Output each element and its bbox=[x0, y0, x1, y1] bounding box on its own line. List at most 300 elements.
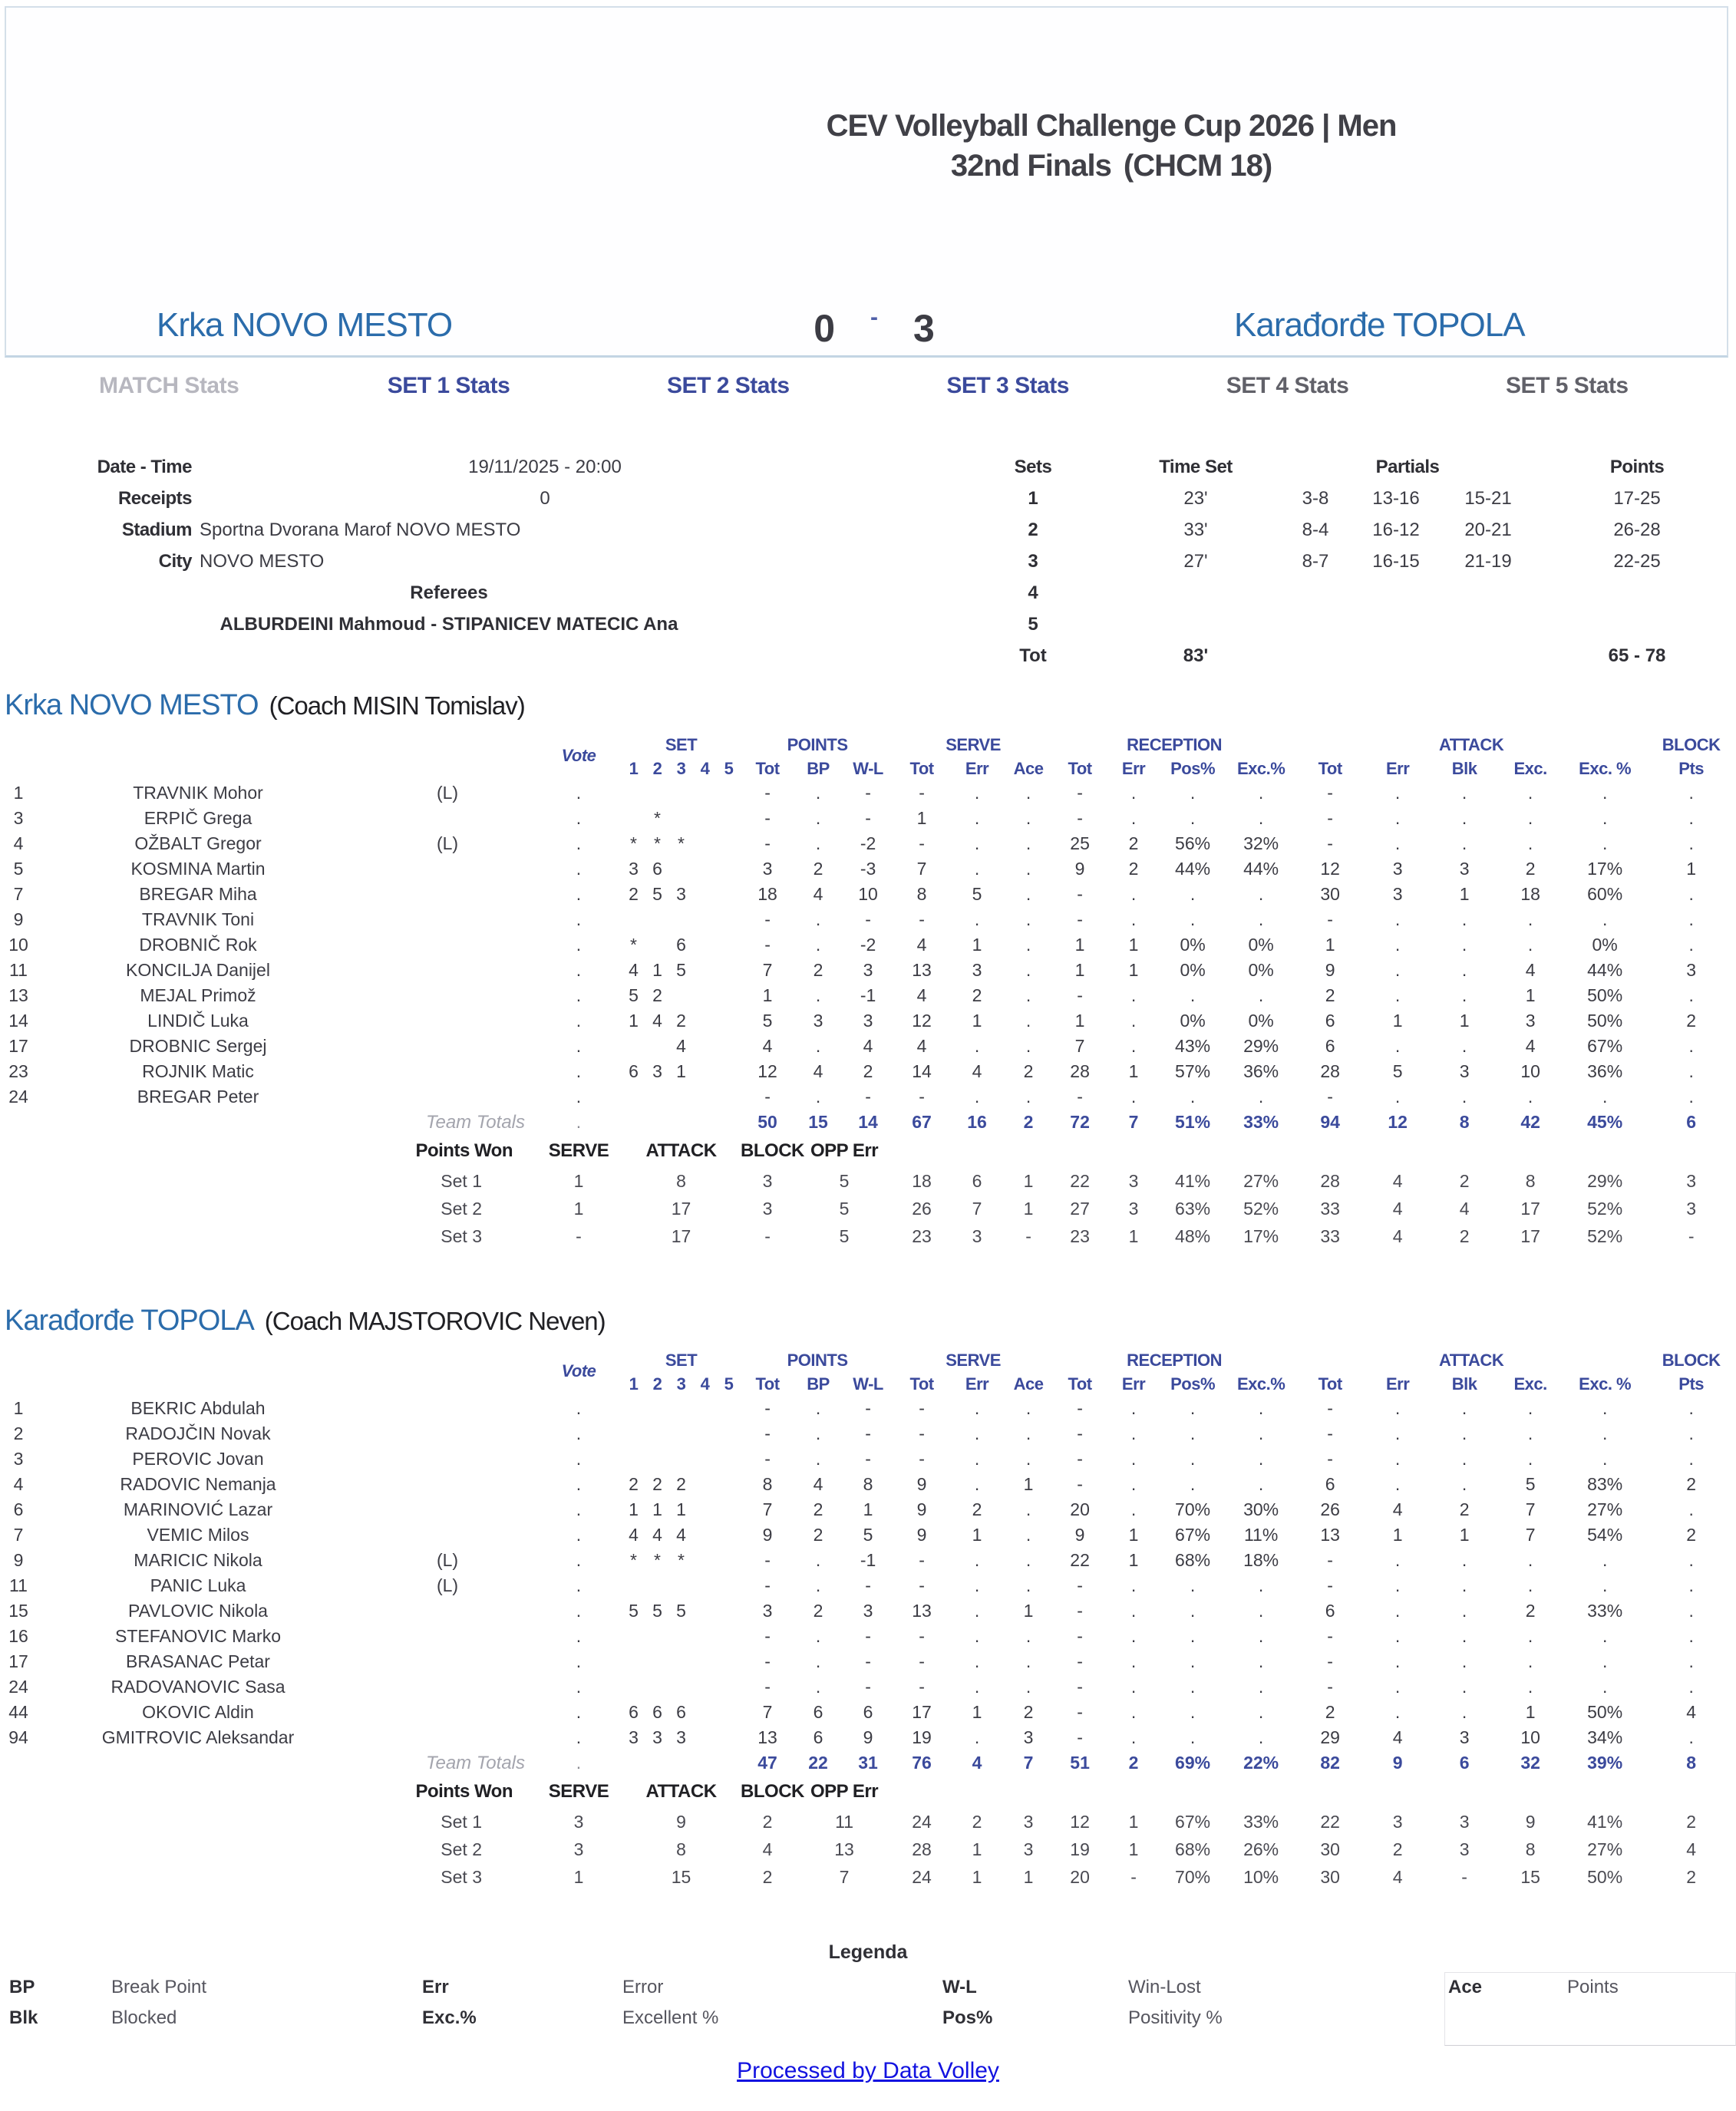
set-summary-row bbox=[952, 546, 1736, 577]
stat-cell: - bbox=[764, 1550, 771, 1570]
stat-cell: 7 bbox=[762, 1702, 773, 1722]
player-name: KONCILJA Danijel bbox=[126, 960, 270, 980]
set-time: 23' bbox=[1183, 487, 1208, 509]
set-summary-row bbox=[952, 483, 1736, 514]
stat-cell: 6 bbox=[863, 1702, 873, 1722]
set-partial-1: 8-4 bbox=[1302, 519, 1329, 540]
stat-cell: 3 bbox=[1023, 1839, 1034, 1859]
pw-serve: 1 bbox=[573, 1170, 584, 1191]
vote-cell: . bbox=[576, 884, 582, 904]
stat-cell: 3 bbox=[1459, 1811, 1470, 1832]
set-cell: 3 bbox=[652, 1727, 662, 1747]
stat-cell: . bbox=[1258, 1449, 1264, 1469]
stat-cell: . bbox=[1602, 1449, 1608, 1469]
stat-cell: 10 bbox=[858, 884, 878, 904]
stat-cell: . bbox=[1258, 909, 1264, 929]
stat-cell: - bbox=[919, 909, 925, 929]
tab-set1-stats[interactable]: SET 1 Stats bbox=[387, 373, 510, 398]
player-name: BEKRIC Abdulah bbox=[130, 1398, 266, 1418]
set-cell bbox=[669, 1624, 693, 1649]
stat-cell: 28 bbox=[1320, 1061, 1340, 1081]
player-number: 15 bbox=[8, 1601, 28, 1621]
stat-cell: . bbox=[974, 1423, 980, 1443]
stat-cell: 5 bbox=[863, 1525, 873, 1545]
teams-row bbox=[6, 297, 1727, 351]
stat-cell: 19 bbox=[912, 1727, 932, 1747]
stat-cell: . bbox=[1130, 1575, 1137, 1595]
stat-cell: 2 bbox=[1325, 985, 1335, 1005]
stat-cell: 0% bbox=[1248, 935, 1274, 955]
set-cell bbox=[622, 1674, 645, 1700]
stadium-value: Sportna Dvorana Marof NOVO MESTO bbox=[200, 519, 521, 540]
stat-cell: 0% bbox=[1248, 1011, 1274, 1031]
libero-flag bbox=[359, 907, 536, 932]
stat-cell: - bbox=[1025, 1225, 1031, 1246]
stat-cell: . bbox=[1461, 1651, 1467, 1671]
stat-cell: . bbox=[1461, 1575, 1467, 1595]
set-cell bbox=[693, 1396, 717, 1421]
stat-cell: . bbox=[1527, 1575, 1533, 1595]
stat-cell: 1 bbox=[1459, 884, 1470, 904]
stat-cell: . bbox=[974, 1449, 980, 1469]
date-time-label: Date - Time bbox=[97, 456, 192, 477]
stat-cell: . bbox=[1688, 935, 1694, 955]
pw-opp-err: 13 bbox=[834, 1839, 854, 1859]
sets-summary-body bbox=[952, 483, 1736, 640]
stat-cell: 4 bbox=[1525, 1036, 1536, 1056]
stat-cell: 2 bbox=[1023, 1061, 1034, 1081]
stat-cell: 3 bbox=[1686, 960, 1697, 980]
stat-cell: 3 bbox=[863, 960, 873, 980]
set-points bbox=[1538, 609, 1736, 640]
set-cell: 2 bbox=[629, 884, 639, 904]
stat-cell: 12 bbox=[912, 1011, 932, 1031]
tab-set2-stats[interactable]: SET 2 Stats bbox=[667, 373, 790, 398]
set-cell: 6 bbox=[676, 1702, 686, 1722]
set-points: 17-25 bbox=[1613, 487, 1661, 509]
stat-cell: . bbox=[815, 1449, 821, 1469]
set-cell bbox=[717, 882, 741, 907]
away-team-section-name: Karađorđe TOPOLA bbox=[5, 1305, 254, 1337]
stat-cell: 10 bbox=[1520, 1061, 1540, 1081]
set-cell bbox=[717, 907, 741, 932]
pw-attack: 9 bbox=[676, 1811, 686, 1832]
vote-cell: . bbox=[576, 1550, 582, 1570]
stat-cell: . bbox=[1461, 935, 1467, 955]
legend-item-value: Error bbox=[622, 1977, 664, 1997]
set-partial-1: 8-7 bbox=[1302, 550, 1329, 572]
set-partial-2: 16-12 bbox=[1372, 519, 1420, 540]
stat-cell: . bbox=[1602, 1651, 1608, 1671]
set-cell bbox=[622, 1649, 645, 1674]
stat-cell: . bbox=[1130, 909, 1137, 929]
stat-cell: 9 bbox=[916, 1525, 927, 1545]
set-cell: 3 bbox=[629, 859, 639, 879]
stat-cell: - bbox=[1077, 1651, 1083, 1671]
stat-cell: 30 bbox=[1320, 1866, 1340, 1887]
stat-cell: 43% bbox=[1175, 1036, 1211, 1056]
stat-cell: . bbox=[1130, 1087, 1137, 1107]
stat-cell: . bbox=[1461, 1677, 1467, 1697]
stat-cell: 2 bbox=[1325, 1702, 1335, 1722]
libero-flag bbox=[359, 1700, 536, 1725]
stat-cell: 2 bbox=[813, 1499, 823, 1519]
stat-cell: . bbox=[1130, 1677, 1137, 1697]
stat-cell: . bbox=[1258, 1702, 1264, 1722]
set-cell bbox=[717, 831, 741, 856]
legend-item: Blk bbox=[9, 2007, 38, 2028]
set-cell: * bbox=[654, 833, 661, 853]
stat-cell: . bbox=[1527, 1398, 1533, 1418]
set-group-header: SET bbox=[665, 1351, 698, 1370]
stats-table-header: Vote SET POINTS SERVE RECEPTION ATTACK BLOCK 1 2 3 4 5 Tot BP W-L Tot Err Ace Tot Err Pos% Exc.% Tot Err Blk Exc. Exc. % Pts bbox=[0, 1348, 1736, 1396]
set-partial-2 bbox=[1354, 609, 1438, 640]
vote-cell: . bbox=[576, 1677, 582, 1697]
set-cell: * bbox=[654, 1550, 661, 1570]
stat-cell: 0% bbox=[1248, 960, 1274, 980]
player-number: 7 bbox=[13, 1525, 24, 1545]
stat-cell: 4 bbox=[916, 985, 927, 1005]
player-name: VEMIC Milos bbox=[147, 1525, 249, 1545]
set-cell: 3 bbox=[676, 1727, 686, 1747]
set-partial-1 bbox=[1277, 577, 1354, 609]
libero-flag bbox=[359, 1497, 536, 1522]
stat-cell: . bbox=[1602, 808, 1608, 828]
set-time bbox=[1114, 577, 1277, 609]
stat-cell: . bbox=[1527, 1550, 1533, 1570]
stat-cell: . bbox=[974, 1398, 980, 1418]
stat-cell: 12 bbox=[757, 1061, 777, 1081]
stat-cell: . bbox=[1130, 1011, 1137, 1031]
stat-cell: - bbox=[1327, 1087, 1333, 1107]
data-volley-link[interactable]: Processed by Data Volley bbox=[737, 2058, 999, 2083]
vote-cell: . bbox=[576, 935, 582, 955]
stat-cell: . bbox=[974, 1727, 980, 1747]
stat-cell: - bbox=[1077, 1449, 1083, 1469]
set-cell bbox=[717, 1008, 741, 1034]
legend-item-value: Break Point bbox=[111, 1977, 207, 1997]
stat-cell: . bbox=[1527, 1651, 1533, 1671]
set-number: 4 bbox=[1028, 582, 1038, 603]
stat-cell: 29 bbox=[1320, 1727, 1340, 1747]
player-row bbox=[0, 856, 1736, 882]
pw-opp-err: 5 bbox=[839, 1225, 850, 1246]
vote-cell: . bbox=[576, 808, 582, 828]
player-name: DROBNIČ Rok bbox=[139, 935, 257, 955]
stat-cell: . bbox=[1461, 1474, 1467, 1494]
pw-opp-err: 7 bbox=[839, 1866, 850, 1887]
stat-cell: . bbox=[1394, 909, 1401, 929]
stat-cell: . bbox=[1688, 909, 1694, 929]
set-summary-row bbox=[952, 577, 1736, 609]
player-name: PAVLOVIC Nikola bbox=[128, 1601, 268, 1621]
set-cell bbox=[669, 1421, 693, 1446]
stat-cell: - bbox=[1077, 1626, 1083, 1646]
tab-set3-stats[interactable]: SET 3 Stats bbox=[946, 373, 1069, 398]
set-cell bbox=[693, 1700, 717, 1725]
libero-flag bbox=[359, 856, 536, 882]
player-name: PEROVIC Jovan bbox=[132, 1449, 264, 1469]
vote-cell: . bbox=[576, 1011, 582, 1031]
set-cell: 5 bbox=[652, 884, 662, 904]
stat-cell: 5 bbox=[762, 1011, 773, 1031]
stat-cell: . bbox=[1602, 833, 1608, 853]
stat-cell: - bbox=[1077, 1087, 1083, 1107]
stat-cell: 2 bbox=[863, 1061, 873, 1081]
stat-cell: 1 bbox=[972, 1839, 982, 1859]
stat-cell: - bbox=[1327, 1677, 1333, 1697]
player-name: PANIC Luka bbox=[150, 1575, 246, 1595]
set-cell bbox=[693, 831, 717, 856]
stat-cell: . bbox=[1025, 1087, 1031, 1107]
player-name: DROBNIC Sergej bbox=[129, 1036, 267, 1056]
stat-cell: - bbox=[919, 1423, 925, 1443]
pw-block: 3 bbox=[762, 1170, 773, 1191]
stat-cell: 7 bbox=[762, 960, 773, 980]
stat-cell: . bbox=[1258, 1601, 1264, 1621]
set-cell: 2 bbox=[629, 1474, 639, 1494]
stat-cell: . bbox=[1688, 1727, 1694, 1747]
set-stats-row bbox=[0, 1222, 1736, 1250]
player-name: MEJAL Primož bbox=[140, 985, 256, 1005]
set-label: Set 1 bbox=[441, 1170, 482, 1191]
stat-cell: 3 bbox=[1392, 1811, 1403, 1832]
stat-cell: - bbox=[1327, 808, 1333, 828]
stat-cell: - bbox=[764, 909, 771, 929]
serve-group-header: SERVE bbox=[946, 1351, 1001, 1370]
stat-cell: 25 bbox=[1070, 833, 1090, 853]
stat-cell: . bbox=[1688, 1036, 1694, 1056]
stat-cell: 18 bbox=[757, 884, 777, 904]
stat-cell: 4 bbox=[1392, 1727, 1403, 1747]
player-row bbox=[0, 1084, 1736, 1110]
stat-cell: 17% bbox=[1587, 859, 1623, 879]
stat-cell: 1 bbox=[1128, 1525, 1139, 1545]
set-cell bbox=[669, 856, 693, 882]
stat-cell: 1 bbox=[1686, 859, 1697, 879]
stat-cell: - bbox=[1077, 808, 1083, 828]
libero-flag bbox=[359, 1446, 536, 1472]
stat-cell: 18 bbox=[1520, 884, 1540, 904]
stat-cell: 28 bbox=[912, 1839, 932, 1859]
vote-cell: . bbox=[576, 1087, 582, 1107]
stat-cell: . bbox=[1025, 859, 1031, 879]
stat-cell: . bbox=[1025, 909, 1031, 929]
stat-cell: . bbox=[1461, 1398, 1467, 1418]
stat-cell: 10 bbox=[1520, 1727, 1540, 1747]
set-cell bbox=[717, 806, 741, 831]
stat-cell: 4 bbox=[1686, 1702, 1697, 1722]
stat-cell: 6 bbox=[1325, 1011, 1335, 1031]
stat-cell: 4 bbox=[1459, 1198, 1470, 1219]
vote-cell: . bbox=[576, 1036, 582, 1056]
stat-cell: . bbox=[1394, 1423, 1401, 1443]
player-number: 11 bbox=[9, 1575, 28, 1595]
stat-cell: 7 bbox=[762, 1499, 773, 1519]
stat-cell: 7 bbox=[1074, 1036, 1085, 1056]
libero-flag bbox=[359, 1059, 536, 1084]
player-number: 23 bbox=[8, 1061, 28, 1081]
stat-cell: . bbox=[1394, 1626, 1401, 1646]
stat-cell: - bbox=[865, 1677, 871, 1697]
competition-title-line2: 32nd Finals (CHCM 18) bbox=[950, 149, 1272, 183]
set-cell bbox=[717, 1421, 741, 1446]
stat-cell: . bbox=[1025, 783, 1031, 803]
stat-cell: - bbox=[1327, 1575, 1333, 1595]
stat-cell: 32% bbox=[1243, 833, 1279, 853]
stat-cell: . bbox=[1025, 960, 1031, 980]
stat-cell: 7 bbox=[1525, 1525, 1536, 1545]
stat-cell: 1 bbox=[1023, 1474, 1034, 1494]
stat-cell: . bbox=[1688, 1677, 1694, 1697]
set-cell: 4 bbox=[652, 1525, 662, 1545]
points-group-header: POINTS bbox=[787, 1351, 848, 1370]
set-cell: * bbox=[630, 935, 637, 955]
player-name: OŽBALT Gregor bbox=[134, 833, 262, 853]
stat-cell: 44% bbox=[1587, 960, 1623, 980]
stat-cell: . bbox=[1688, 1423, 1694, 1443]
set-cell: 6 bbox=[652, 1702, 662, 1722]
vote-cell: . bbox=[576, 1499, 582, 1519]
set-partial-3: 20-21 bbox=[1464, 519, 1512, 540]
stat-cell: - bbox=[764, 1575, 771, 1595]
stat-cell: 3 bbox=[1128, 1198, 1139, 1219]
set-cell bbox=[693, 1446, 717, 1472]
stat-cell: -3 bbox=[860, 859, 876, 879]
tab-set5-stats[interactable]: SET 5 Stats bbox=[1506, 373, 1629, 398]
stat-cell: . bbox=[815, 909, 821, 929]
stat-cell: 3 bbox=[863, 1601, 873, 1621]
points-won-header-row: Points Won SERVE ATTACK BLOCK OPP Err bbox=[415, 1140, 879, 1161]
pw-attack: 8 bbox=[676, 1839, 686, 1859]
pw-opp-err: 11 bbox=[835, 1811, 853, 1832]
set-cell bbox=[693, 1548, 717, 1573]
set-cell bbox=[693, 1649, 717, 1674]
pw-block: 2 bbox=[762, 1866, 773, 1887]
stat-cell: 2 bbox=[813, 960, 823, 980]
vote-cell: . bbox=[576, 1474, 582, 1494]
stat-cell: - bbox=[919, 1550, 925, 1570]
tab-match-stats[interactable]: MATCH Stats bbox=[99, 373, 239, 398]
set-points: 22-25 bbox=[1613, 550, 1661, 572]
player-number: 11 bbox=[9, 960, 28, 980]
legend-item: BP bbox=[9, 1977, 35, 1997]
stat-cell: 68% bbox=[1175, 1550, 1211, 1570]
stat-cell: . bbox=[1025, 1449, 1031, 1469]
stat-cell: 4 bbox=[1392, 1198, 1403, 1219]
stat-cell: - bbox=[1461, 1866, 1467, 1887]
stat-cell: . bbox=[815, 1626, 821, 1646]
set-cell bbox=[693, 1059, 717, 1084]
stat-cell: - bbox=[1688, 1225, 1695, 1246]
stat-cell: . bbox=[1688, 1626, 1694, 1646]
stat-cell: - bbox=[1327, 1449, 1333, 1469]
set-cell bbox=[669, 1674, 693, 1700]
player-row bbox=[0, 1034, 1736, 1059]
set-cell bbox=[717, 1084, 741, 1110]
stat-cell: 3 bbox=[762, 1601, 773, 1621]
stat-cell: - bbox=[764, 1398, 771, 1418]
reception-group-header: RECEPTION bbox=[1127, 1351, 1223, 1370]
set-cell: 1 bbox=[676, 1061, 686, 1081]
stat-cell: 8 bbox=[762, 1474, 773, 1494]
vote-cell: . bbox=[576, 1575, 582, 1595]
stat-cell: . bbox=[1688, 1651, 1694, 1671]
stat-cell: 1 bbox=[972, 935, 982, 955]
stat-cell: 14 bbox=[912, 1061, 932, 1081]
stat-cell: . bbox=[1527, 935, 1533, 955]
stat-cell: . bbox=[1258, 985, 1264, 1005]
match-header-box bbox=[5, 6, 1728, 358]
stat-cell: . bbox=[1190, 1423, 1196, 1443]
stat-cell: 1 bbox=[1128, 960, 1139, 980]
home-team-title bbox=[5, 689, 1736, 722]
stat-cell: - bbox=[865, 909, 871, 929]
stat-cell: . bbox=[1394, 1601, 1401, 1621]
stat-cell: . bbox=[974, 1626, 980, 1646]
stat-cell: - bbox=[1077, 1398, 1083, 1418]
stat-cell: . bbox=[1527, 833, 1533, 853]
player-row bbox=[0, 882, 1736, 907]
player-row bbox=[0, 907, 1736, 932]
set-cell bbox=[717, 1573, 741, 1598]
vote-cell: . bbox=[576, 985, 582, 1005]
stat-cell: 1 bbox=[1023, 1866, 1034, 1887]
stat-cell: . bbox=[1527, 783, 1533, 803]
stat-cell: 2 bbox=[1392, 1839, 1403, 1859]
stat-cell: . bbox=[1258, 1651, 1264, 1671]
tab-set4-stats[interactable]: SET 4 Stats bbox=[1226, 373, 1349, 398]
stat-cell: . bbox=[1527, 1087, 1533, 1107]
vote-cell: . bbox=[576, 1449, 582, 1469]
stat-cell: 2 bbox=[813, 859, 823, 879]
stat-cell: 23 bbox=[1070, 1225, 1090, 1246]
stat-cell: 1 bbox=[1023, 1198, 1034, 1219]
player-name: GMITROVIC Aleksandar bbox=[101, 1727, 295, 1747]
stat-cell: -2 bbox=[860, 935, 876, 955]
stat-cell: 4 bbox=[1392, 1170, 1403, 1191]
set-cell bbox=[717, 780, 741, 806]
player-row bbox=[0, 1008, 1736, 1034]
set-cell bbox=[622, 1396, 645, 1421]
set-cell: 3 bbox=[652, 1061, 662, 1081]
stat-cell: . bbox=[815, 1651, 821, 1671]
stat-cell: 8 bbox=[916, 884, 927, 904]
stat-cell: 1 bbox=[972, 1866, 982, 1887]
set-cell bbox=[717, 932, 741, 958]
stat-cell: . bbox=[1688, 985, 1694, 1005]
stat-cell: - bbox=[1077, 783, 1083, 803]
stat-cell: 63% bbox=[1175, 1198, 1211, 1219]
stat-cell: . bbox=[974, 1601, 980, 1621]
player-name: MARINOVIĆ Lazar bbox=[123, 1499, 273, 1519]
stat-cell: . bbox=[1190, 909, 1196, 929]
stat-cell: 2 bbox=[1686, 1474, 1697, 1494]
set-cell bbox=[717, 1446, 741, 1472]
stat-cell: 26 bbox=[1320, 1499, 1340, 1519]
stat-cell: . bbox=[1130, 808, 1137, 828]
stat-cell: . bbox=[1394, 935, 1401, 955]
stat-cell: 30% bbox=[1243, 1499, 1279, 1519]
legend-item: Pos% bbox=[942, 2007, 993, 2028]
stat-cell: - bbox=[865, 1423, 871, 1443]
stat-cell: - bbox=[865, 1087, 871, 1107]
stat-cell: 70% bbox=[1175, 1499, 1211, 1519]
player-number: 3 bbox=[13, 1449, 24, 1469]
stat-cell: - bbox=[764, 783, 771, 803]
stat-cell: . bbox=[1688, 1550, 1694, 1570]
stat-cell: 36% bbox=[1587, 1061, 1623, 1081]
